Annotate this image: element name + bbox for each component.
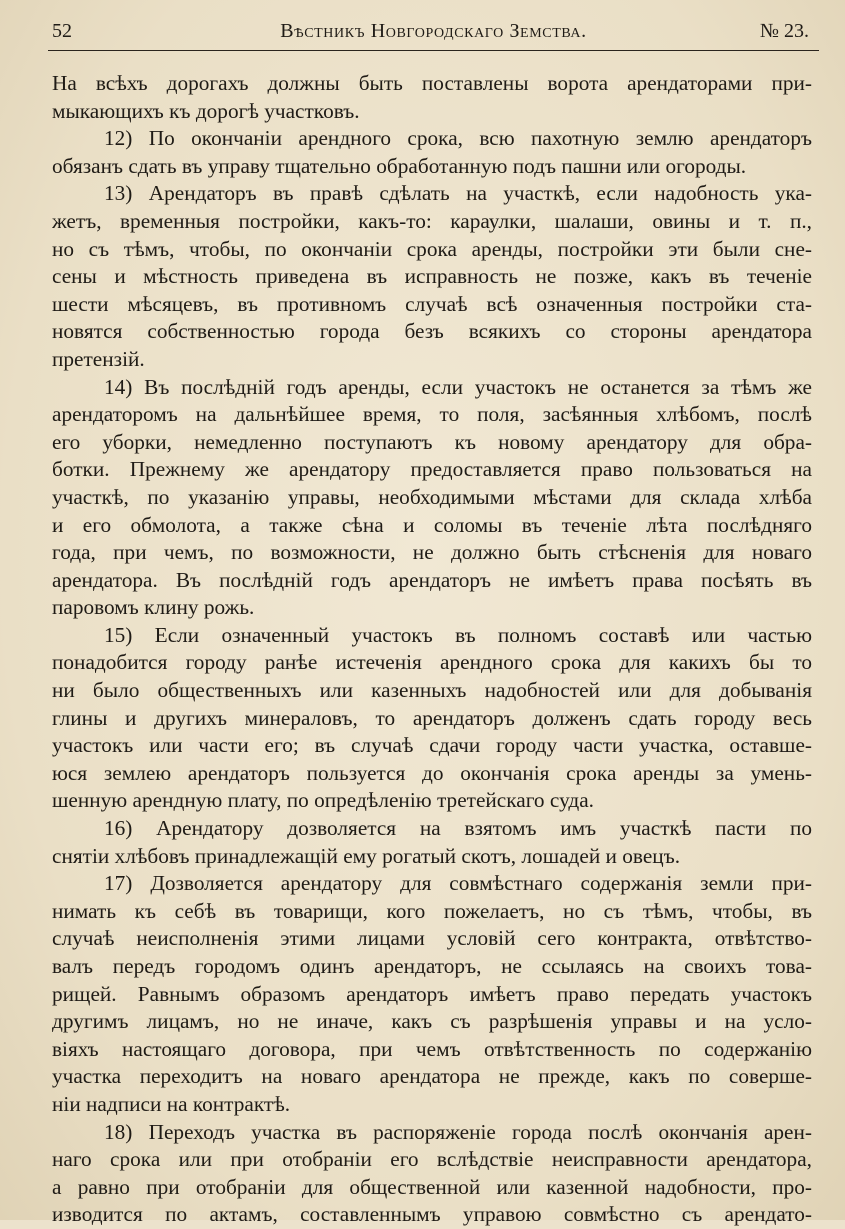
text-line: паровомъ клину рожь. bbox=[52, 595, 255, 620]
text-line: участкѣ, по указанію управы, необходимыми мѣстами для склада хлѣба bbox=[52, 484, 812, 509]
text-line: участка переходитъ на новаго арендатора не прежде, какъ по соверше- bbox=[52, 1064, 812, 1089]
text-line: ботки. Прежнему же арендатору предоставляется право пользоваться на bbox=[52, 457, 812, 482]
text-line: 13) Арендаторъ въ правѣ сдѣлать на участкѣ, если надобность ука- bbox=[104, 181, 812, 206]
journal-title: Вѣстникъ Новгородскаго Земства. bbox=[280, 20, 587, 42]
text-line: На всѣхъ дорогахъ должны быть поставлены ворота арендаторами при- bbox=[52, 71, 812, 95]
text-line: юся землею арендаторъ пользуется до окончанія срока аренды за умень- bbox=[52, 760, 812, 785]
page-number: 52 bbox=[52, 20, 72, 42]
text-line: его уборки, немедленно поступаютъ къ новому арендатору для обра- bbox=[52, 429, 812, 454]
text-line: ни было общественныхъ или казенныхъ надобностей или для добыванія bbox=[52, 678, 812, 703]
text-line: а равно при отобраніи для общественной или казенной надобности, про- bbox=[52, 1174, 812, 1199]
text-line: 18) Переходъ участка въ распоряженіе города послѣ окончанія арен- bbox=[104, 1119, 812, 1144]
text-line: претензій. bbox=[52, 346, 145, 371]
text-line: віяхъ настоящаго договора, при чемъ отвѣтственность по содержанію bbox=[52, 1036, 812, 1061]
text-line: снятіи хлѣбовъ принадлежащій ему рогатый скотъ, лошадей и овецъ. bbox=[52, 843, 681, 868]
text-line: обязанъ сдать въ управу тщательно обработанную подъ пашни или огороды. bbox=[52, 153, 747, 178]
text-line: года, при чемъ, по возможности, не должно быть стѣсненія для новаго bbox=[52, 540, 812, 565]
text-line: мыкающихъ къ дорогѣ участковъ. bbox=[52, 98, 360, 123]
text-line: 12) По окончаніи арендного срока, всю пахотную землю арендаторъ bbox=[104, 126, 812, 151]
text-line: нимать къ себѣ въ товарищи, кого пожелаетъ, но съ тѣмъ, чтобы, въ bbox=[52, 898, 812, 923]
text-line: наго срока или при отобраніи его вслѣдствіе неисправности арендатора, bbox=[52, 1147, 812, 1172]
text-line: 15) Если означенный участокъ въ полномъ составѣ или частью bbox=[104, 622, 812, 647]
text-line: ніи надписи на контрактѣ. bbox=[52, 1091, 291, 1116]
text-line: рищей. Равнымъ образомъ арендаторъ имѣетъ право передать участокъ bbox=[52, 981, 812, 1006]
page-header bbox=[52, 18, 815, 48]
issue-number: № 23. bbox=[759, 20, 809, 42]
text-line: жетъ, временныя постройки, какъ-то: караулки, шалаши, овины и т. п., bbox=[52, 208, 812, 233]
text-line: шести мѣсяцевъ, въ противномъ случаѣ всѣ означенныя постройки ста- bbox=[52, 291, 812, 316]
text-line: 16) Арендатору дозволяется на взятомъ имъ участкѣ пасти по bbox=[104, 816, 812, 841]
text-line: участокъ или части его; въ случаѣ сдачи городу части участка, оставше- bbox=[52, 733, 812, 758]
text-line: 17) Дозволяется арендатору для совмѣстнаго содержанія земли при- bbox=[104, 871, 812, 896]
text-line: валъ передъ городомъ одинъ арендаторъ, не ссылаясь на своихъ това- bbox=[52, 954, 812, 978]
text-line: арендатора. Въ послѣдній годъ арендаторъ не имѣетъ права посѣять въ bbox=[52, 567, 812, 592]
text-line: изводится по актамъ, составленнымъ управою совмѣстно съ арендато- bbox=[52, 1202, 812, 1227]
text-line: но съ тѣмъ, чтобы, по окончаніи срока аренды, постройки эти были сне- bbox=[52, 236, 812, 261]
header-rule bbox=[48, 50, 819, 51]
text-line: арендаторомъ на дальнѣйшее время, то поля, засѣянныя хлѣбомъ, послѣ bbox=[52, 402, 812, 427]
text-line: понадобится городу ранѣе истеченія арендного срока для какихъ бы то bbox=[52, 650, 812, 675]
text-line: сены и мѣстность приведена въ исправность не позже, какъ въ теченіе bbox=[52, 264, 812, 289]
text-line: другимъ лицамъ, но не иначе, какъ съ разрѣшенія управы и на усло- bbox=[52, 1009, 812, 1034]
text-line: глины и другихъ минераловъ, то арендаторъ долженъ сдать городу весь bbox=[52, 705, 812, 730]
text-line: новятся собственностью города безъ всякихъ со стороны арендатора bbox=[52, 319, 812, 344]
text-line: и его обмолота, а также сѣна и соломы въ теченіе лѣта послѣдняго bbox=[52, 512, 812, 537]
text-line: 14) Въ послѣдній годъ аренды, если участокъ не останется за тѣмъ же bbox=[104, 374, 812, 399]
text-line: шенную арендную плату, по опредѣленію третейскаго суда. bbox=[52, 788, 594, 813]
text-line: случаѣ неисполненія этими лицами условій сего контракта, отвѣтство- bbox=[52, 926, 812, 951]
body-text bbox=[52, 70, 812, 1229]
